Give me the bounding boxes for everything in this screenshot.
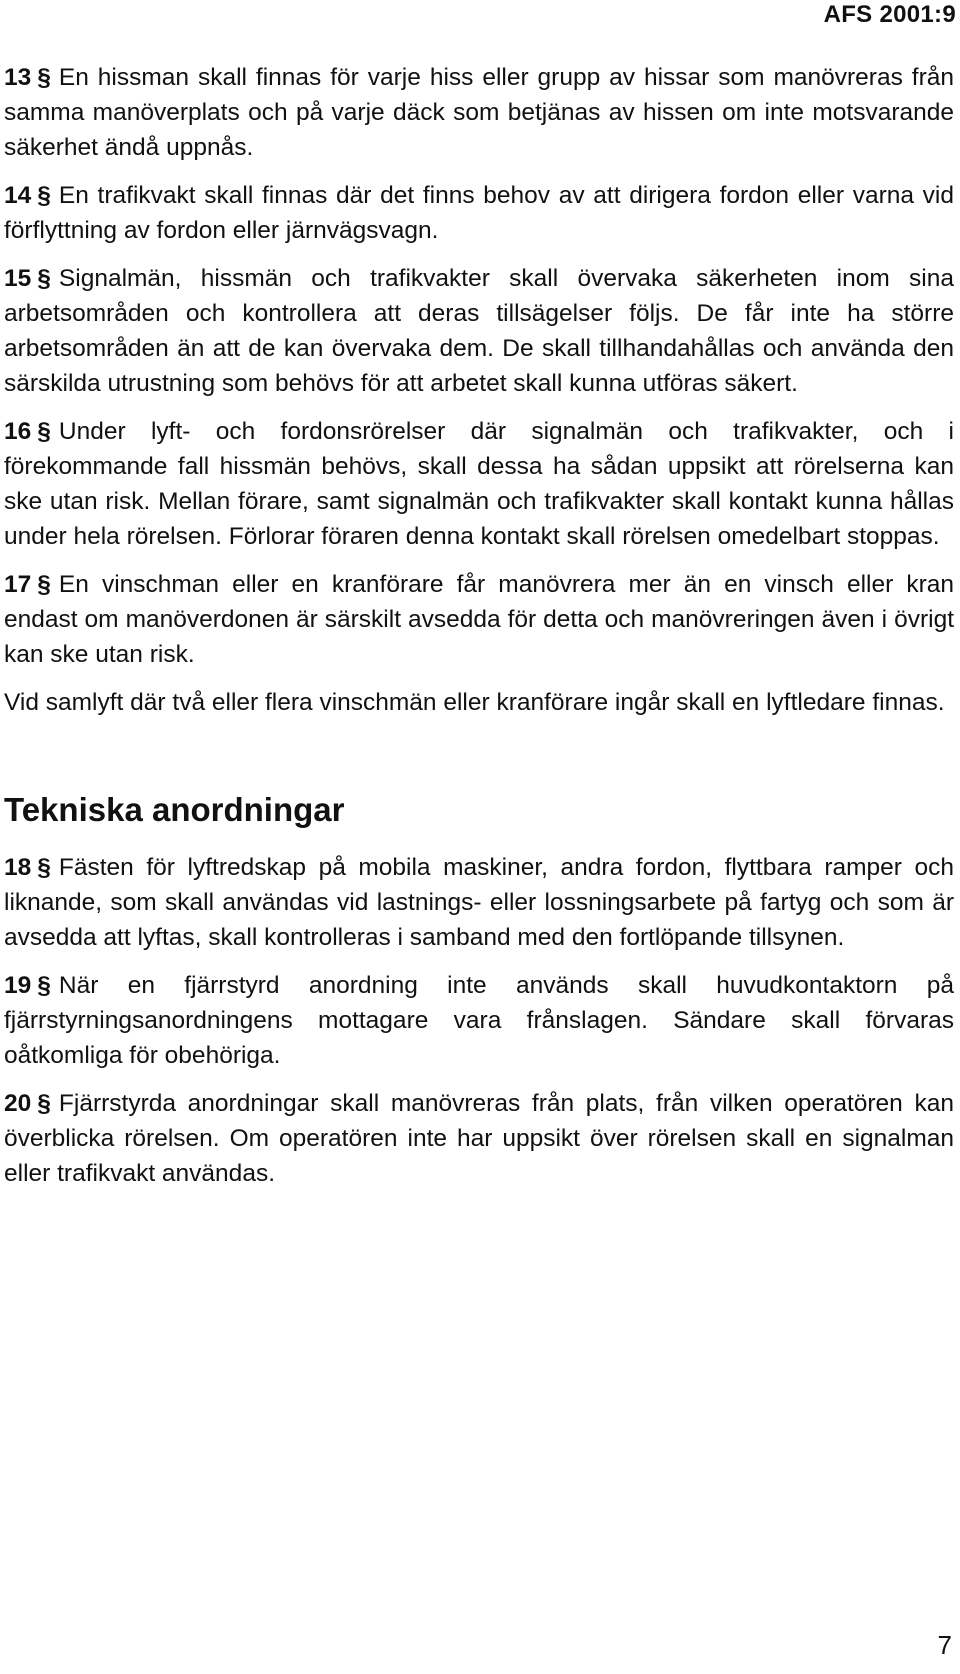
paragraph-13 — [4, 60, 954, 165]
paragraph-text: En vinschman eller en kranförare får manövrera mer än en vinsch eller kran endast om manöverdonen är särskilt avsedda för detta och manövreringen även i övrigt kan ske utan risk. — [4, 571, 954, 668]
paragraph-number: 19 — [4, 972, 32, 999]
paragraph-14 — [4, 178, 954, 248]
paragraph-17-continuation: Vid samlyft där två eller flera vinschmän eller kranförare ingår skall en lyftledare finnas. — [4, 689, 945, 716]
paragraph-19 — [4, 968, 954, 1073]
paragraph-text: Fjärrstyrda anordningar skall manövreras från plats, från vilken operatören kan överblicka rörelsen. Om operatören inte har uppsikt över rörelsen skall en signalman eller trafikvakt användas. — [4, 1090, 954, 1187]
section-sign-icon: § — [37, 418, 51, 445]
paragraph-text: En hissman skall finnas för varje hiss eller grupp av hissar som manövreras från samma manöverplats och på varje däck som betjänas av hissen om inte motsvarande säkerhet ändå uppnås. — [4, 64, 954, 161]
paragraph-number: 16 — [4, 418, 32, 445]
paragraph-number: 20 — [4, 1090, 32, 1117]
paragraph-text: Under lyft- och fordonsrörelser där signalmän och trafikvakter, och i förekommande fall hissmän behövs, skall dessa ha sådan uppsikt att rörelserna kan ske utan risk. Mellan förare, samt signalmän och trafikvakter skall kontakt kunna hållas under hela rörelsen. Förlorar föraren denna kontakt skall rörelsen omedelbart stoppas. — [4, 418, 954, 550]
section-sign-icon: § — [37, 854, 51, 881]
document-code: AFS 2001:9 — [823, 1, 956, 28]
paragraph-18 — [4, 850, 954, 955]
page-content — [4, 60, 954, 1204]
section-sign-icon: § — [37, 64, 51, 91]
section-sign-icon: § — [37, 972, 51, 999]
paragraph-20 — [4, 1086, 954, 1191]
paragraph-number: 17 — [4, 571, 32, 598]
section-sign-icon: § — [37, 265, 51, 292]
paragraph-16 — [4, 414, 954, 554]
paragraph-15 — [4, 261, 954, 401]
section-heading: Tekniska anordningar — [4, 791, 345, 828]
paragraph-text: En trafikvakt skall finnas där det finns behov av att dirigera fordon eller varna vid förflyttning av fordon eller järnvägsvagn. — [4, 182, 954, 244]
paragraph-number: 13 — [4, 64, 32, 91]
section-sign-icon: § — [37, 182, 51, 209]
paragraph-text: När en fjärrstyrd anordning inte används skall huvudkontaktorn på fjärrstyrningsanordningens mottagare vara frånslagen. Sändare skall förvaras oåtkomliga för obehöriga. — [4, 972, 954, 1069]
page-number: 7 — [937, 1630, 952, 1660]
paragraph-text: Signalmän, hissmän och trafikvakter skall övervaka säkerheten inom sina arbetsområden och kontrollera att deras tillsägelser följs. De får inte ha större arbetsområden än att de kan övervaka dem. De skall tillhandahållas och använda den särskilda utrustning som behövs för att arbetet skall kunna utföras säkert. — [4, 265, 954, 397]
paragraph-number: 14 — [4, 182, 32, 209]
section-sign-icon: § — [37, 571, 51, 598]
paragraph-number: 18 — [4, 854, 32, 881]
paragraph-text: Fästen för lyftredskap på mobila maskiner, andra fordon, flyttbara ramper och liknande, som skall användas vid lastnings- eller lossningsarbete på fartyg och som är avsedda att lyftas, skall kontrolleras i samband med den fortlöpande tillsynen. — [4, 854, 954, 951]
paragraph-17 — [4, 567, 954, 672]
paragraph-number: 15 — [4, 265, 32, 292]
section-sign-icon: § — [37, 1090, 51, 1117]
